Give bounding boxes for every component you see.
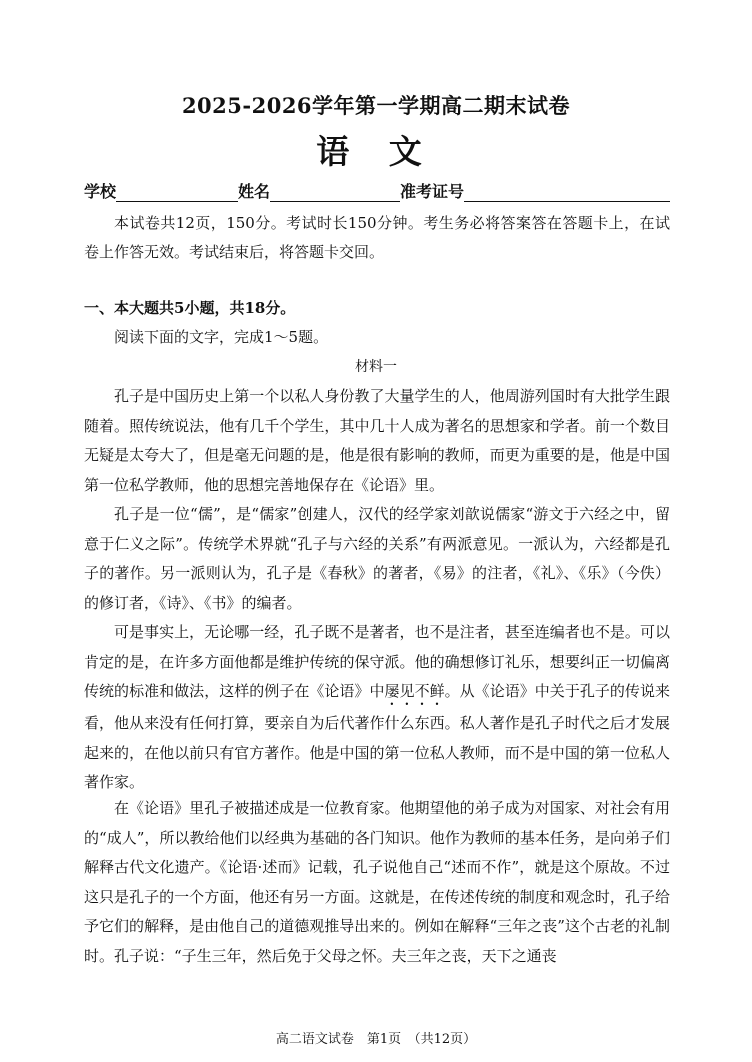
paragraph-3-part-2: 。从《论语》中关于孔子的传说来看，他从来没有任何打算，要亲自为后代著作什么东西。私人著作是孔子时代之后才发展起来的，在他以前只有官方著作。他是中国的第一位私人教师，而不是中国的第一位私人著作家。 [84, 682, 670, 791]
material-title: 材料一 [355, 359, 397, 375]
school-label: 学校 [84, 182, 117, 201]
passage-paragraph-2: 孔子是一位“儒”，是“儒家”创建人，汉代的经学家刘歆说儒家“游文于六经之中，留意于仁义之际”。传统学术界就“孔子与六经的关系”有两派意见。一派认为，六经都是孔子的著作。另一派则认为，孔子是《春秋》的著者，《易》的注者，《礼》、《乐》（今佚）的修订者，《诗》、《书》的编者。 [84, 505, 670, 612]
exam-id-field[interactable] [464, 183, 670, 202]
emphasized-phrase: 屡见不鲜 [384, 682, 445, 700]
paragraph-3-part-1: 可是事实上，无论哪一经，孔子既不是著者，也不是注者，甚至连编者也不是。可以肯定的是，在许多方面他都是维护传统的保守派。他的确想修订礼乐，想要纠正一切偏离传统的标准和做法，这样的例子在《论语》中 [84, 623, 670, 700]
section-instruction: 阅读下面的文字，完成1～5题。 [114, 328, 329, 346]
exam-id-label: 准考证号 [400, 182, 465, 201]
section-heading: 一、本大题共5小题，共18分。 [84, 299, 296, 317]
page-footer: 高二语文试卷 第1页 （共12页） [275, 1032, 477, 1047]
exam-title: 2025-2026学年第一学期高二期末试卷 [181, 93, 571, 118]
passage-paragraph-4: 在《论语》里孔子被描述成是一位教育家。他期望他的弟子成为对国家、对社会有用的“成人”，所以教给他们以经典为基础的各门知识。他作为教师的基本任务，是向弟子们解释古代文化遗产。《论语·述而》记载，孔子说他自己“述而不作”，就是这个原故。不过这只是孔子的一个方面，他还有另一方面。这就是，在传述传统的制度和观念时，孔子给予它们的解释，是由他自己的道德观推导出来的。例如在解释“三年之丧”这个古老的礼制时。孔子说：“子生三年，然后免于父母之怀。夫三年之丧，天下之通丧 [84, 799, 670, 965]
subject-title: 语 文 [316, 132, 436, 171]
student-info-row [84, 180, 670, 202]
passage-paragraph-1: 孔子是中国历史上第一个以私人身份教了大量学生的人，他周游列国时有大批学生跟随着。照传统说法，他有几千个学生，其中几十人成为著名的思想家和学者。前一个数目无疑是太夸大了，但是毫无问题的是，他是很有影响的教师，而更为重要的是，他是中国第一位私学教师，他的思想完善地保存在《论语》里。 [84, 387, 670, 494]
school-field[interactable] [116, 183, 238, 202]
exam-notice: 本试卷共12页，150分。考试时长150分钟。考生务必将答案答在答题卡上，在试卷上作答无效。考试结束后，将答题卡交回。 [84, 214, 670, 261]
passage-paragraph-3 [84, 618, 670, 798]
name-field[interactable] [270, 183, 400, 202]
name-label: 姓名 [238, 182, 271, 201]
